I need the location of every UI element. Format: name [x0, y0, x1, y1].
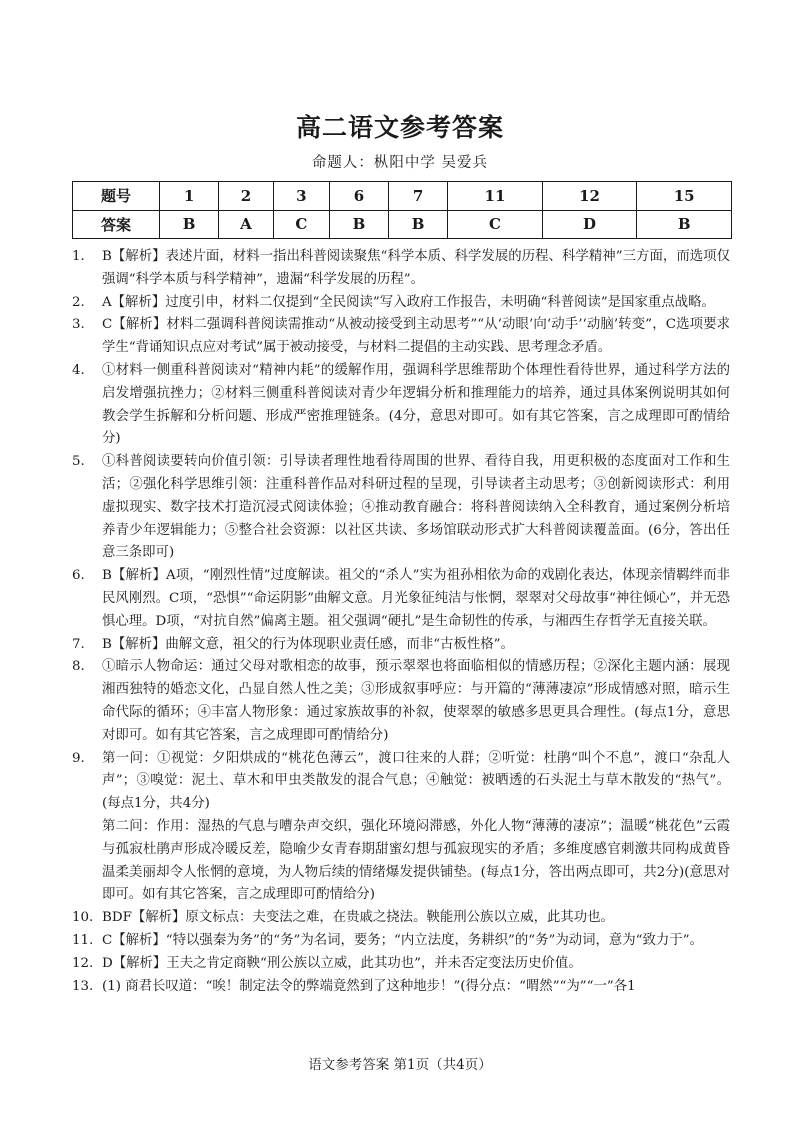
answer-cell: B — [329, 210, 388, 239]
answer-cell: B — [637, 210, 732, 239]
item-text: B【解析】A项，“刚烈性情”过度解读。祖父的“杀人”实为祖孙相依为命的戏剧化表达，体现亲情羁绊而非民风刚烈。C项，“恐惧”“命运阴影”曲解文意。月光象征纯洁与怅惘，翠翠对父母故事“神往倾心”，并无恐惧心理。D项，“对抗自然”偏离主题。祖父强调“硬扎”是生命韧性的传承，与湘西生存哲学无直接关联。 — [102, 568, 730, 629]
answer-explanations — [72, 246, 730, 998]
answer-item — [72, 246, 730, 292]
answer-item — [72, 292, 730, 315]
question-number-cell: 7 — [389, 182, 448, 211]
item-text: A【解析】过度引申，材料二仅提到“全民阅读”写入政府工作报告，未明确“科普阅读”是国家重点战略。 — [102, 294, 715, 310]
answer-item — [72, 565, 730, 633]
item-text: ①材料一侧重科普阅读对“精神内耗”的缓解作用，强调科学思维帮助个体理性看待世界，通过科学方法的启发增强抗挫力；②材料三侧重科普阅读对青少年逻辑分析和推理能力的培养，通过具体案例说明其如何教会学生拆解和分析问题、形成严密推理链条。(4分，意思对即可。如有其它答案，言之成理即可酌情给分) — [102, 362, 730, 447]
item-text: D【解析】王夫之肯定商鞅“刑公族以立威，此其功也”，并未否定变法历史价值。 — [102, 955, 582, 971]
item-paragraph: 第二问：作用：湿热的气息与嘈杂声交织，强化环境闷滞感，外化人物“薄薄的凄凉”；温暖“桃花色”云霞与孤寂杜鹃声形成冷暖反差，隐喻少女青春期甜蜜幻想与孤寂现实的矛盾；多维度感官刺激共同构成黄昏温柔美丽却令人怅惘的意境，为人物后续的情绪爆发提供铺垫。(每点1分，答出两点即可，共2分)(意思对即可。如有其它答案，言之成理即可酌情给分) — [102, 818, 730, 903]
question-number-cell: 11 — [448, 182, 543, 211]
item-paragraph: 第一问：①视觉：夕阳烘成的“桃花色薄云”，渡口往来的人群；②听觉：杜鹃“叫个不息”，渡口“杂乱人声”；③嗅觉：泥土、草木和甲虫类散发的混合气息；④触觉：被晒透的石头泥土与草木散发的“热气”。(每点1分，共4分) — [102, 750, 730, 812]
row-label-question: 题号 — [73, 182, 160, 211]
answer-item — [72, 656, 730, 747]
answer-item — [72, 634, 730, 657]
answer-item — [72, 748, 730, 908]
item-number: 3. — [72, 317, 85, 333]
item-text: B【解析】曲解文意，祖父的行为体现职业责任感，而非“古板性格”。 — [102, 636, 514, 652]
item-text: C【解析】材料二强调科普阅读需推动“从被动接受到主动思考”“从‘动眼’向‘动手’‘动脑’转变”，C选项要求学生“背诵知识点应对考试”属于被动接受，与材料二提倡的主动实践、思考理念矛盾。 — [102, 317, 730, 356]
item-number: 8. — [72, 659, 85, 675]
item-number: 6. — [72, 568, 85, 584]
item-text: ①暗示人物命运：通过父母对歌相恋的故事，预示翠翠也将面临相似的情感历程；②深化主题内涵：展现湘西独特的婚恋文化，凸显自然人性之美；③形成叙事呼应：与开篇的“薄薄凄凉”形成情感对照，暗示生命代际的循环；④丰富人物形象：通过家族故事的补叙，使翠翠的敏感多思更具合理性。(每点1分，意思对即可。如有其它答案，言之成理即可酌情给分) — [102, 659, 730, 743]
item-number: 11. — [72, 932, 94, 948]
page-footer: 语文参考答案 第1页（共4页） — [308, 1057, 492, 1073]
item-number: 4. — [72, 362, 85, 378]
item-number: 2. — [72, 294, 85, 310]
row-label-answer: 答案 — [73, 210, 160, 239]
item-number: 1. — [72, 249, 85, 264]
item-number: 9. — [72, 750, 85, 766]
item-number: 7. — [72, 636, 85, 652]
author-line: 命题人：枞阳中学 吴爱兵 — [311, 155, 489, 171]
item-text: B【解析】表述片面，材料一指出科普阅读聚焦“科学本质、科学发展的历程、科学精神”三方面，而选项仅强调“科学本质与科学精神”，遗漏“科学发展的历程”。 — [102, 249, 730, 287]
answer-item — [72, 930, 730, 953]
document-title: 高二语文参考答案 — [295, 113, 504, 142]
answer-cell: B — [160, 210, 219, 239]
answer-item — [72, 451, 730, 565]
answer-row — [73, 210, 732, 239]
answer-cell: A — [219, 210, 274, 239]
item-number: 12. — [72, 955, 94, 971]
item-text: ①科普阅读要转向价值引领：引导读者理性地看待周围的世界、看待自我，用更积极的态度面对工作和生活；②强化科学思维引领：注重科普作品对科研过程的呈现，引导读者主动思考；③创新阅读形式：利用虚拟现实、数字技术打造沉浸式阅读体验；④推动教育融合：将科普阅读纳入全科教育，通过案例分析培养青少年逻辑能力；⑤整合社会资源：以社区共读、多场馆联动形式扩大科普阅读覆盖面。(6分，答出任意三条即可) — [102, 454, 730, 561]
answer-cell: D — [542, 210, 637, 239]
question-number-cell: 3 — [273, 182, 329, 211]
answer-table — [72, 181, 732, 239]
question-number-cell: 2 — [219, 182, 274, 211]
question-number-row — [73, 182, 732, 211]
item-text: (1) 商君长叹道：“唉！制定法令的弊端竟然到了这种地步！”(得分点：“喟然”“为”“一”各1 — [102, 978, 636, 994]
item-number: 10. — [72, 910, 94, 926]
answer-cell: B — [389, 210, 448, 239]
question-number-cell: 1 — [160, 182, 219, 211]
item-text: C【解析】“特以强秦为务”的“务”为名词，要务；“内立法度，务耕织”的“务”为动词，意为“致力于”。 — [102, 932, 703, 948]
answer-item — [72, 907, 730, 930]
question-number-cell: 6 — [329, 182, 388, 211]
question-number-cell: 12 — [542, 182, 637, 211]
answer-item — [72, 953, 730, 976]
answer-item — [72, 314, 730, 360]
item-number: 5. — [72, 454, 85, 470]
item-number: 13. — [72, 978, 94, 994]
answer-cell: C — [448, 210, 543, 239]
answer-cell: C — [273, 210, 329, 239]
item-text: BDF【解析】原文标点：夫变法之难，在贵戚之挠法。鞅能刑公族以立威，此其功也。 — [102, 910, 614, 926]
question-number-cell: 15 — [637, 182, 732, 211]
answer-item — [72, 360, 730, 451]
answer-item — [72, 976, 730, 999]
